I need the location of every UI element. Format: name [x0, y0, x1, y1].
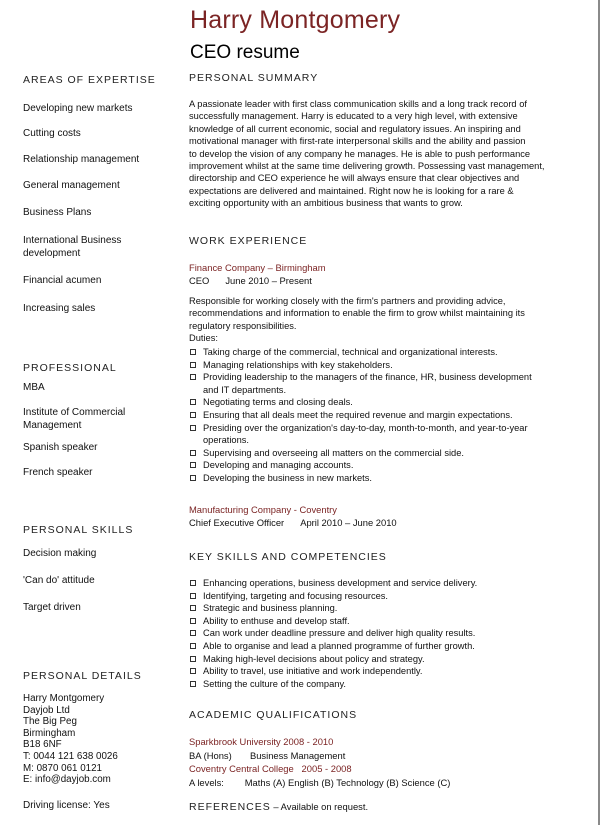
checkbox-bullet-icon [190, 656, 196, 662]
checkbox-bullet-icon [190, 374, 196, 380]
checkbox-bullet-icon [190, 630, 196, 636]
summary-line: exciting opportunity with an ambitious business that wants to grow. [189, 198, 463, 209]
checkbox-bullet-icon [190, 643, 196, 649]
summary-line: A passionate leader with first class communication skills and a long track record of [189, 99, 527, 109]
skill-item: Able to organise and lead a planned programme of further growth. [189, 640, 569, 653]
contact-street: The Big Peg [23, 716, 77, 728]
checkbox-bullet-icon [190, 681, 196, 687]
job1-dates: June 2010 – Present [225, 275, 312, 286]
duty-item: Taking charge of the commercial, technical and organizational interests. [189, 346, 569, 359]
summary-line: successfully management. Harry is educated to a very high level, with extensive [189, 111, 518, 122]
personal-skill-item: Target driven [23, 602, 81, 613]
contact-city: Birmingham [23, 727, 76, 739]
driving-license: Driving license: Yes [23, 800, 110, 811]
checkbox-bullet-icon [190, 593, 196, 599]
academic-heading: ACADEMIC QUALIFICATIONS [189, 709, 358, 721]
skill-item: Making high-level decisions about policy and strategy. [189, 653, 569, 666]
checkbox-bullet-icon [190, 450, 196, 456]
professional-heading: PROFESSIONAL [23, 362, 117, 374]
expertise-item: Financial acumen [23, 275, 102, 286]
summary-line: directorship and CEO experience he will always ensure that clear objectives and [189, 173, 520, 184]
personal-skill-item: Decision making [23, 548, 97, 559]
summary-heading: PERSONAL SUMMARY [189, 72, 319, 84]
references-text: – Available on request. [270, 801, 369, 812]
college: Coventry Central College 2005 - 2008 [189, 763, 352, 774]
job2-company: Manufacturing Company - Coventry [189, 504, 337, 515]
professional-item: Institute of Commercial Management [23, 407, 126, 431]
skill-item: Strategic and business planning. [189, 602, 569, 615]
job1-company: Finance Company – Birmingham [189, 262, 326, 273]
checkbox-bullet-icon [190, 362, 196, 368]
skill-item: Setting the culture of the company. [189, 678, 569, 691]
contact-email: E: info@dayjob.com [23, 774, 111, 786]
expertise-item: Developing new markets [23, 103, 133, 114]
personal-details-heading: PERSONAL DETAILS [23, 670, 142, 682]
personal-skill-item: 'Can do' attitude [23, 575, 95, 586]
expertise-item: General management [23, 180, 120, 191]
summary-paragraph [189, 98, 569, 210]
a-levels: A levels: Maths (A) English (B) Technology (B) Science (C) [189, 777, 451, 788]
job1-title-line [189, 275, 328, 286]
checkbox-bullet-icon [190, 425, 196, 431]
resume-title: CEO resume [190, 42, 300, 63]
checkbox-bullet-icon [190, 668, 196, 674]
summary-line: expectations are delivered and maintained. Right now he is looking for a rare & [189, 185, 514, 196]
checkbox-bullet-icon [190, 580, 196, 586]
duty-item: Negotiating terms and closing deals. [189, 396, 569, 409]
personal-skills-heading: PERSONAL SKILLS [23, 524, 134, 536]
duty-item-continued: operations. [203, 435, 249, 446]
checkbox-bullet-icon [190, 349, 196, 355]
checkbox-bullet-icon [190, 605, 196, 611]
job1-description [189, 295, 569, 345]
duty-item: Ensuring that all deals meet the required revenue and margin expectations. [189, 409, 569, 422]
duty-item-continued: and IT departments. [203, 384, 287, 395]
job1-description-line: recommendations and information to enable the firm to grow whilst maintaining its [189, 308, 525, 319]
duty-item: Developing the business in new markets. [189, 472, 569, 485]
expertise-heading: AREAS OF EXPERTISE [23, 74, 156, 86]
degree: BA (Hons) Business Management [189, 750, 346, 761]
contact-company: Dayjob Ltd [23, 704, 70, 716]
key-skills-heading: KEY SKILLS AND COMPETENCIES [189, 551, 387, 563]
checkbox-bullet-icon [190, 412, 196, 418]
job1-description-line: regulatory responsibilities. [189, 320, 297, 331]
job1-duties-list [189, 346, 569, 485]
summary-line: knowledge of all current economic, social and regulatory issues. An inspiring and [189, 123, 521, 134]
expertise-item: International Business development [23, 235, 122, 259]
duties-label: Duties: [189, 333, 218, 344]
checkbox-bullet-icon [190, 475, 196, 481]
duty-item: Supervising and overseeing all matters on the commercial side. [189, 447, 569, 460]
summary-line: improvement whilst at the same time delivering growth. Possessing vast management, [189, 161, 545, 172]
duty-item: Managing relationships with key stakeholders. [189, 359, 569, 372]
references-heading: REFERENCES [189, 801, 271, 813]
key-skills-list [189, 577, 569, 690]
contact-details [23, 693, 118, 786]
skill-item: Enhancing operations, business development and service delivery. [189, 577, 569, 590]
summary-line: motivational manager with first-rate interpersonal skills and the ability and passion [189, 136, 526, 147]
skill-item: Ability to travel, use initiative and work independently. [189, 665, 569, 678]
professional-item: Spanish speaker [23, 442, 98, 453]
expertise-item: Business Plans [23, 207, 92, 218]
university: Sparkbrook University 2008 - 2010 [189, 736, 334, 747]
skill-item: Can work under deadline pressure and deliver high quality results. [189, 627, 569, 640]
expertise-item: Cutting costs [23, 128, 81, 139]
checkbox-bullet-icon [190, 399, 196, 405]
references-line [189, 801, 368, 813]
checkbox-bullet-icon [190, 462, 196, 468]
summary-line: to develop the vision of any company he manages. He is able to push performance [189, 148, 531, 159]
expertise-item: Relationship management [23, 154, 140, 165]
professional-item: MBA [23, 382, 45, 393]
professional-item: French speaker [23, 467, 93, 478]
contact-telephone: T: 0044 121 638 0026 [23, 750, 118, 762]
job1-title: CEO [189, 275, 210, 286]
contact-name: Harry Montgomery [23, 693, 105, 704]
checkbox-bullet-icon [190, 618, 196, 624]
duty-item: Presiding over the organization's day-to-day, month-to-month, and year-to-year [189, 422, 569, 435]
candidate-name: Harry Montgomery [190, 6, 401, 34]
job2-dates: April 2010 – June 2010 [300, 517, 397, 528]
job2-title-line [189, 517, 413, 528]
experience-heading: WORK EXPERIENCE [189, 235, 308, 247]
contact-postcode: B18 6NF [23, 739, 62, 751]
job2-title: Chief Executive Officer [189, 517, 285, 528]
duty-item: Developing and managing accounts. [189, 459, 569, 472]
skill-item: Identifying, targeting and focusing resources. [189, 590, 569, 603]
job1-description-line: Responsible for working closely with the firm's partners and providing advice, [189, 296, 506, 306]
skill-item: Ability to enthuse and develop staff. [189, 615, 569, 628]
contact-mobile: M: 0870 061 0121 [23, 762, 102, 774]
duty-item: Providing leadership to the managers of the finance, HR, business development [189, 371, 569, 384]
expertise-item: Increasing sales [23, 303, 96, 314]
